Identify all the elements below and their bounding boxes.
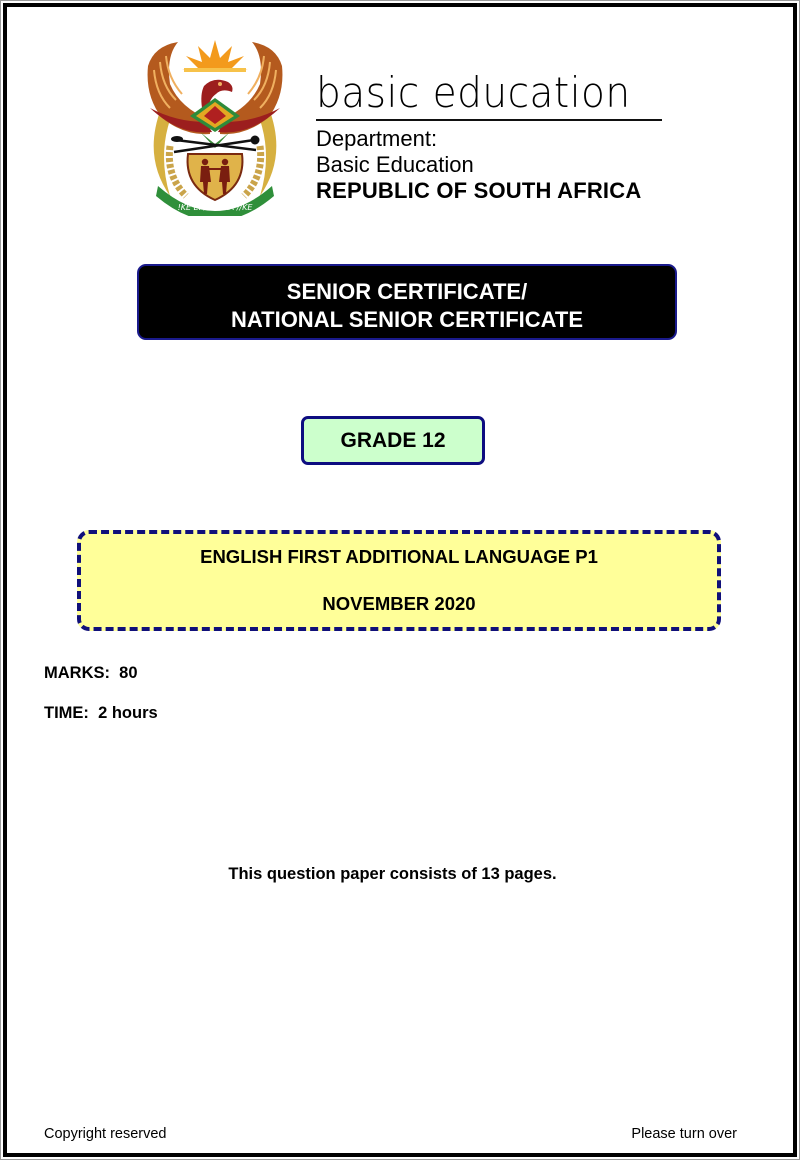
certificate-banner	[137, 264, 677, 340]
brand-title: basic education	[316, 68, 631, 117]
exam-session: NOVEMBER 2020	[322, 593, 476, 614]
country-name: REPUBLIC OF SOUTH AFRICA	[316, 178, 642, 203]
department-label	[316, 126, 662, 178]
grade-badge: GRADE 12	[301, 416, 485, 465]
coat-of-arms-icon	[140, 36, 290, 216]
svg-text:!KE E: /XARRA //KE: !KE E: /XARRA //KE	[177, 203, 253, 212]
subject-title: ENGLISH FIRST ADDITIONAL LANGUAGE P1	[200, 546, 598, 567]
copyright-footer: Copyright reserved	[44, 1126, 167, 1142]
certificate-line-2: NATIONAL SENIOR CERTIFICATE	[231, 307, 583, 332]
page-count-note: This question paper consists of 13 pages.	[228, 865, 557, 883]
time-info: TIME: 2 hours	[44, 704, 158, 722]
turn-over-footer: Please turn over	[631, 1126, 737, 1142]
certificate-line-1: SENIOR CERTIFICATE/	[286, 279, 528, 304]
department-branding	[316, 68, 662, 204]
brand-divider	[316, 119, 662, 121]
marks-info: MARKS: 80	[44, 664, 138, 682]
department-line-1: Department:	[316, 126, 438, 151]
subject-panel	[77, 530, 721, 631]
department-line-2: Basic Education	[316, 152, 474, 177]
